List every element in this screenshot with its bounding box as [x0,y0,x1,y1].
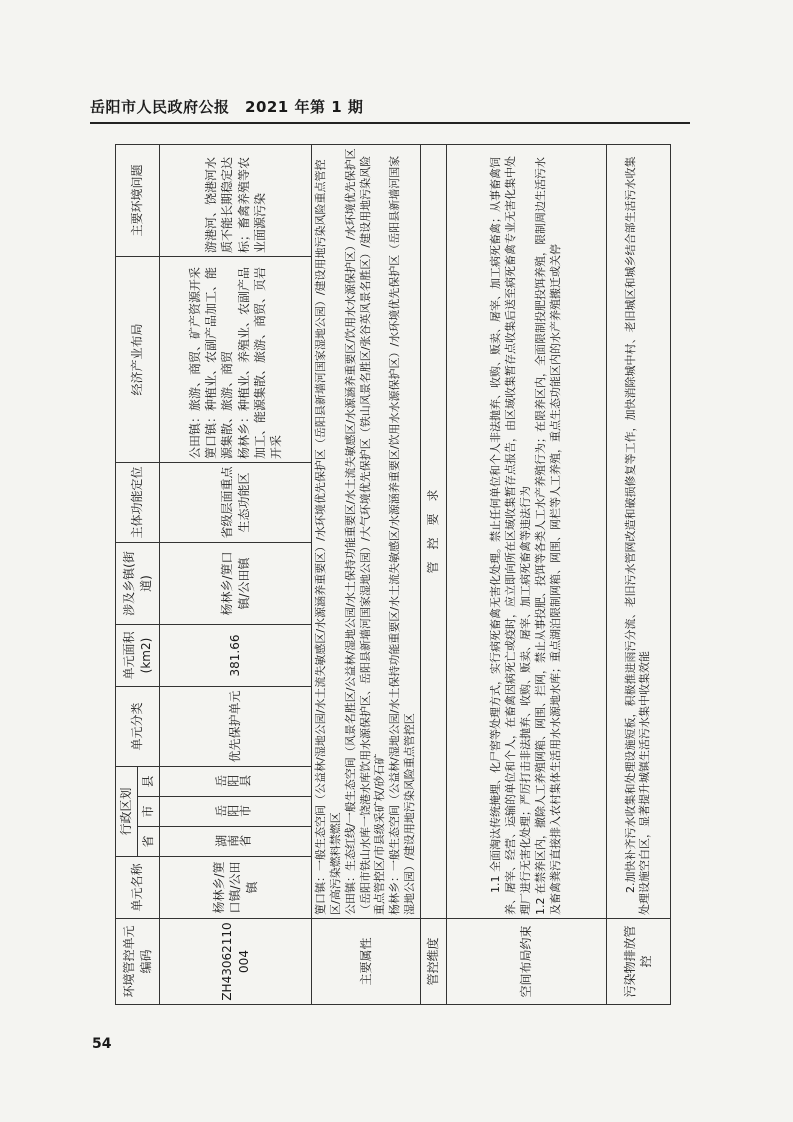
cell-province [160,827,312,857]
cell-area: 381.66 [160,625,312,687]
header-function: 主体功能定位 [116,463,160,543]
cell-city [160,797,312,827]
header-problems: 主要环境问题 [116,145,160,257]
header-industry: 经济产业布局 [116,257,160,463]
control-dimension-header: 管控维度 [420,919,446,1005]
pollution-control-text: 2.加快补齐污水收集和处理设施短板，积极推进雨污分流、老旧污水管网改造和破损修复等工作，加快消除城中村、老旧城区和城乡结合部生活污水收集处理设施空白区，显著提升城镇生活污水集中收集效能 [606,145,670,919]
cell-function: 省级层面重点生态功能区 [160,463,312,543]
header-rule [90,122,690,124]
rotated-table-wrapper [115,145,655,1005]
header-unit-code: 环境管控单元编码 [116,919,160,1005]
control-requirement-header: 管 控 要 求 [420,145,446,919]
header-townships: 涉及乡镇(街道) [116,543,160,625]
cell-unit-class: 优先保护单元 [160,687,312,767]
cell-problems: 游港河、饶港河水质不能长期稳定达标；畜禽养殖等农业面源污染 [160,145,312,257]
header-province: 省 [138,827,160,857]
page-header-title: 岳阳市人民政府公报 2021 年第 1 期 [90,98,364,116]
attributes-label: 主要属性 [312,919,421,1005]
header-county: 县 [138,767,160,797]
attributes-text: 筻口镇：一般生态空间（公益林/湿地公园/水土流失敏感区/水源涵养重要区）/水环境优先保护区（岳阳县新墙河国家湿地公园）/建设用地污染风险重点管控区/高污染燃料禁燃区 公田镇：生态红线/一般生态空间（风景名胜区/公益林/湿地公园/水土保持功能重要区/水土流失敏感区/水源涵养重要区/饮用水水源保护区）/水环境优先保护区（岳阳市铁山水库一饶港水库饮用水源保护区、岳阳县新墙河国家湿地公园）/大气环境优先保护区（铁山风景名胜区/张谷英风景名胜区）/建设用地污染风险重点管控区/市县级采矿权/砂石矿 杨林乡：一般生态空间（公益林/湿地公园/水土保持功能重要区/水土流失敏感区/水源涵养重要区/饮用水水源保护区）/水环境优先保护区（岳阳县新墙河国家湿地公园）/建设用地污染风险重点管控区 [312,145,421,919]
cell-province-text: 湖南省 [215,834,252,849]
cell-industry: 公田镇：旅游、商贸、矿产资源开采 筻口镇：种植业、农副产品加工、能源集散、旅游、商贸 杨林乡：种植业、养殖业、农副产品加工、能源集散、旅游、商贸、页岩开采 [160,257,312,463]
environment-control-table [115,144,671,1005]
cell-unit-code: ZH43062110004 [160,919,312,1005]
header-city: 市 [138,797,160,827]
page-number: 54 [92,1036,112,1052]
cell-county [160,767,312,797]
header-unit-class: 单元分类 [116,687,160,767]
header-admin-division: 行政区划 [116,767,138,857]
cell-townships: 杨林乡/筻口镇/公田镇 [160,543,312,625]
cell-city-text: 岳阳市 [215,804,252,819]
pollution-control-label: 污染物排放管控 [606,919,670,1005]
spatial-constraint-text: 1.1 全面淘汰传统掩埋、化尸窖等处理方式，实行病死畜禽无害化处理。禁止任何单位和个人非法抛弃、收购、贩卖、屠宰、加工病死畜禽；从事畜禽饲养、屠宰、经营、运输的单位和个人，在畜禽因病死亡或疫时，应立即向所在区域收集暂存点报告，由区域收集暂存点收集后送至病死畜禽专业无害化集中处理厂进行无害化处理；严厉打击非法抛弃、收购、贩卖、屠宰、加工病死畜禽等违法行为 1.2 在禁养区内，撤除人工养殖网箱、网围、拦网，禁止从事投肥、投饵等各类人工水产养殖行为；在限养区内，全面限制投肥投饵养殖，限制周边生活污水及畜禽粪污直接排入农村集体生活用水水源地水库；重点湖泊限制网箱、网围、网栏等人工养殖，重点生态功能区内的水产养殖搬迁或关停 [446,145,606,919]
header-unit-name: 单元名称 [116,857,160,919]
cell-county-text: 岳阳县 [215,774,252,789]
header-area: 单元面积(km2) [116,625,160,687]
cell-unit-name: 杨林乡/筻口镇/公田镇 [160,857,312,919]
spatial-constraint-label: 空间布局约束 [446,919,606,1005]
